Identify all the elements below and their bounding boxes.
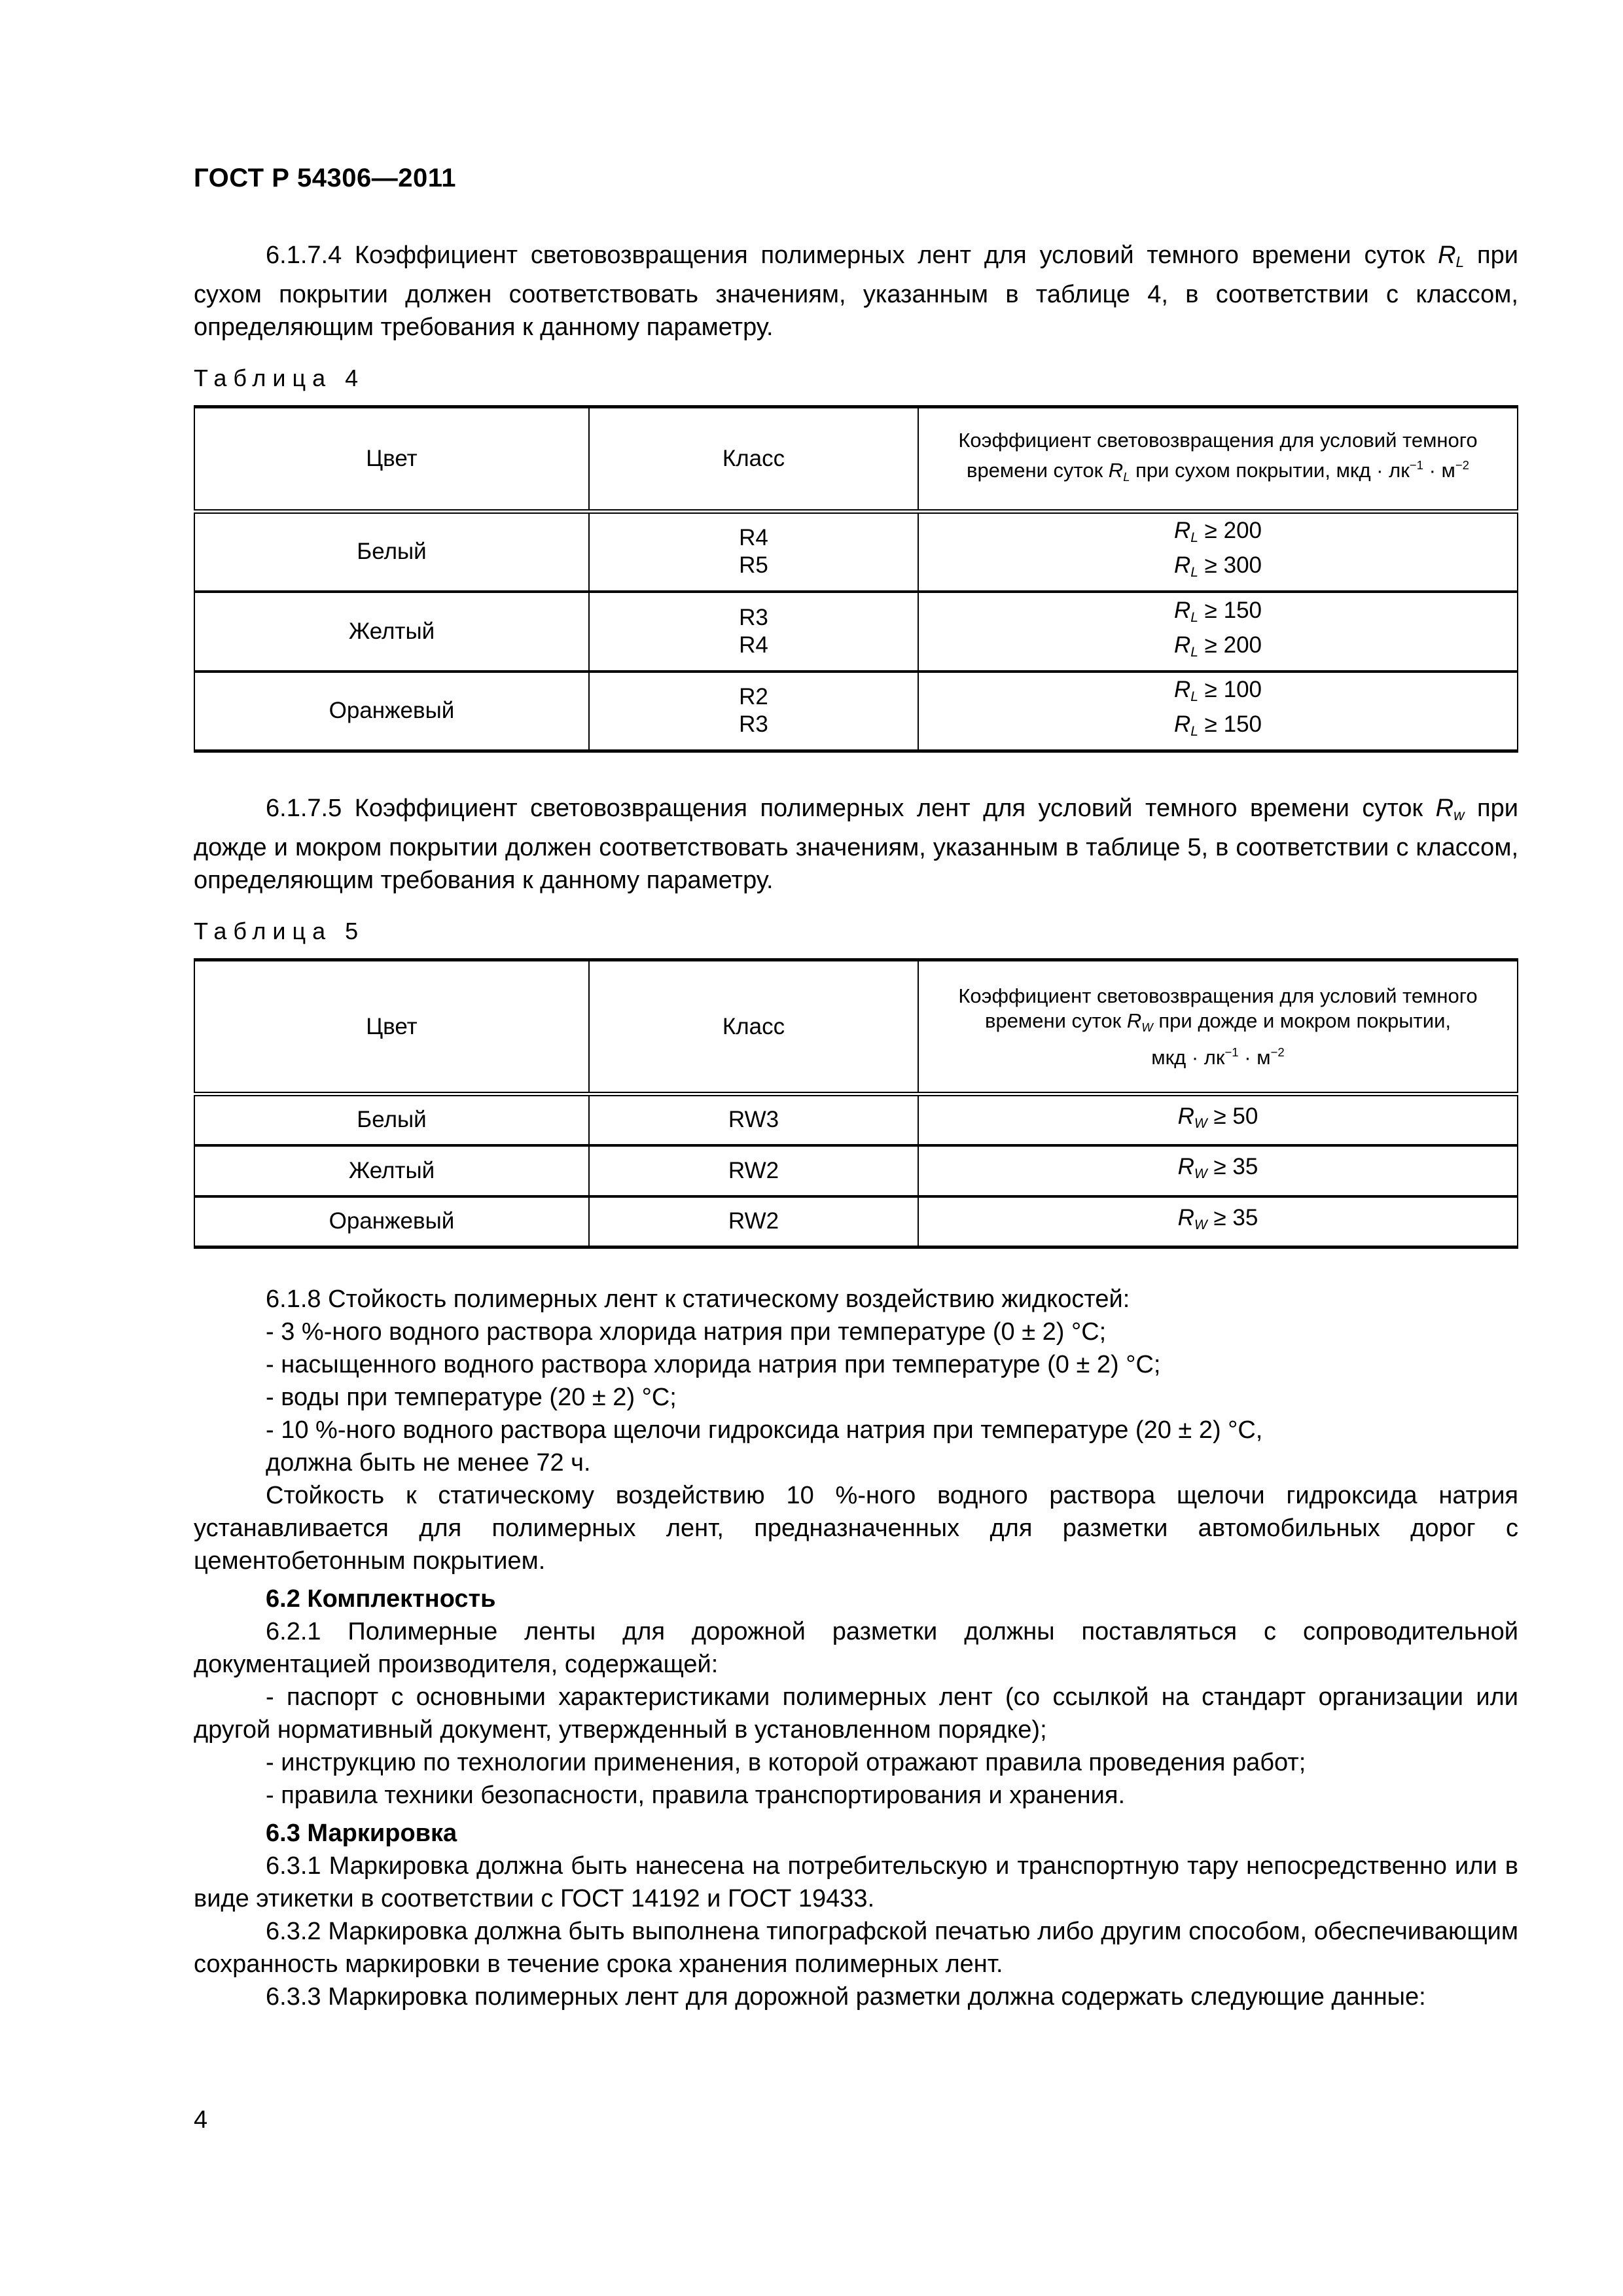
cell-class: R2 R3	[589, 672, 918, 751]
header-coefficient: Коэффициент световозвращения для условий темного времени суток $R_L$ при сухом покрытии, мкд · $лк^{-1} \cdot м^{-2}$	[918, 407, 1518, 512]
cell-value: $R_W \ge 35$	[918, 1145, 1518, 1196]
table-5-header-row	[194, 960, 1518, 1094]
list-item: - паспорт с основными характеристиками полимерных лент (со ссылкой на стандарт организации или другой нормативный документ, утвержденный в установленном порядке);	[194, 1683, 1518, 1744]
cell-color: Белый	[194, 1094, 589, 1145]
header-class: Класс	[589, 407, 918, 512]
table-row	[194, 512, 1518, 592]
paragraph-6-1-7-5: 6.1.7.5 Коэффициент световозвращения полимерных лент для условий темного времени суток $R_w$ при дожде и мокром покрытии должен соответствовать значениям, указанным в таблице 5, в соответствии с классом, определяющим требования к данному параметру.	[194, 795, 1518, 894]
table-5-caption: Таблица 5	[194, 918, 365, 944]
cell-class: RW2	[589, 1196, 918, 1247]
table-row	[194, 1145, 1518, 1196]
list-item: - воды при температуре (20 ± 2) °С;	[266, 1384, 677, 1411]
paragraph-6-1-8-tail: должна быть не менее 72 ч.	[266, 1449, 591, 1477]
cell-color: Желтый	[194, 592, 589, 672]
cell-value: $R_L \ge 200$ $R_L \ge 300$	[918, 512, 1518, 592]
cell-class: RW2	[589, 1145, 918, 1196]
paragraph-6-1-8-intro: 6.1.8 Стойкость полимерных лент к статическому воздействию жидкостей:	[266, 1285, 1130, 1313]
table-4-header-row	[194, 407, 1518, 512]
paragraph-6-3-1: 6.3.1 Маркировка должна быть нанесена на потребительскую и транспортную тару непосредственно или в виде этикетки в соответствии с ГОСТ 14192 и ГОСТ 19433.	[194, 1852, 1518, 1912]
cell-color: Белый	[194, 512, 589, 592]
cell-class: RW3	[589, 1094, 918, 1145]
header-color: Цвет	[194, 407, 589, 512]
section-6-3-title: 6.3 Маркировка	[266, 1820, 457, 1847]
cell-color: Оранжевый	[194, 1196, 589, 1247]
cell-class: R3 R4	[589, 592, 918, 672]
paragraph-6-1-7-4: 6.1.7.4 Коэффициент световозвращения полимерных лент для условий темного времени суток $R_L$ при сухом покрытии должен соответствовать значениям, указанным в таблице 4, в соответствии с классом, определяющим требования к данному параметру.	[194, 242, 1518, 341]
document-code-header: ГОСТ Р 54306—2011	[194, 164, 456, 192]
section-6-3	[194, 1817, 1518, 2013]
page-number: 4	[194, 2106, 208, 2134]
cell-color: Оранжевый	[194, 672, 589, 751]
cell-color: Желтый	[194, 1145, 589, 1196]
list-item: - насыщенного водного раствора хлорида натрия при температуре (0 ± 2) °С;	[266, 1351, 1161, 1378]
cell-value: $R_L \ge 150$ $R_L \ge 200$	[918, 592, 1518, 672]
table-4-caption: Таблица 4	[194, 365, 365, 391]
cell-value: $R_W \ge 50$	[918, 1094, 1518, 1145]
header-coefficient: Коэффициент световозвращения для условий темного времени суток $R_W$ при дожде и мокром покрытии, мкд · $лк^{-1} \cdot м^{-2}$	[918, 960, 1518, 1094]
cell-class: R4 R5	[589, 512, 918, 592]
section-6-2	[194, 1583, 1518, 1812]
cell-value: $R_W \ge 35$	[918, 1196, 1518, 1247]
list-item: - 3 %-ного водного раствора хлорида натрия при температуре (0 ± 2) °С;	[266, 1318, 1107, 1346]
header-color: Цвет	[194, 960, 589, 1094]
paragraph-6-3-2: 6.3.2 Маркировка должна быть выполнена типографской печатью либо другим способом, обеспечивающим сохранность маркировки в течение срока хранения полимерных лент.	[194, 1918, 1518, 1978]
cell-value: $R_L \ge 100$ $R_L \ge 150$	[918, 672, 1518, 751]
table-row	[194, 1094, 1518, 1145]
section-6-1-8	[194, 1283, 1518, 1577]
table-row	[194, 592, 1518, 672]
table-row	[194, 1196, 1518, 1247]
list-item: - 10 %-ного водного раствора щелочи гидроксида натрия при температуре (20 ± 2) °С,	[266, 1416, 1263, 1444]
paragraph-6-3-3: 6.3.3 Маркировка полимерных лент для дорожной разметки должна содержать следующие данные:	[266, 1983, 1426, 2011]
table-4	[194, 405, 1518, 753]
header-class: Класс	[589, 960, 918, 1094]
page-body	[194, 239, 1518, 2013]
table-5	[194, 958, 1518, 1249]
section-6-2-title: 6.2 Комплектность	[266, 1585, 496, 1613]
list-item: - инструкцию по технологии применения, в которой отражают правила проведения работ;	[266, 1749, 1306, 1776]
list-item: - правила техники безопасности, правила транспортирования и хранения.	[266, 1782, 1126, 1809]
paragraph-6-2-1: 6.2.1 Полимерные ленты для дорожной разметки должны поставляться с сопроводительной документацией производителя, содержащей:	[194, 1618, 1518, 1678]
paragraph-6-1-8-note: Стойкость к статическому воздействию 10 %-ного водного раствора щелочи гидроксида натрия устанавливается для полимерных лент, предназначенных для разметки автомобильных дорог с цементобетонным покрытием.	[194, 1482, 1518, 1575]
table-row	[194, 672, 1518, 751]
